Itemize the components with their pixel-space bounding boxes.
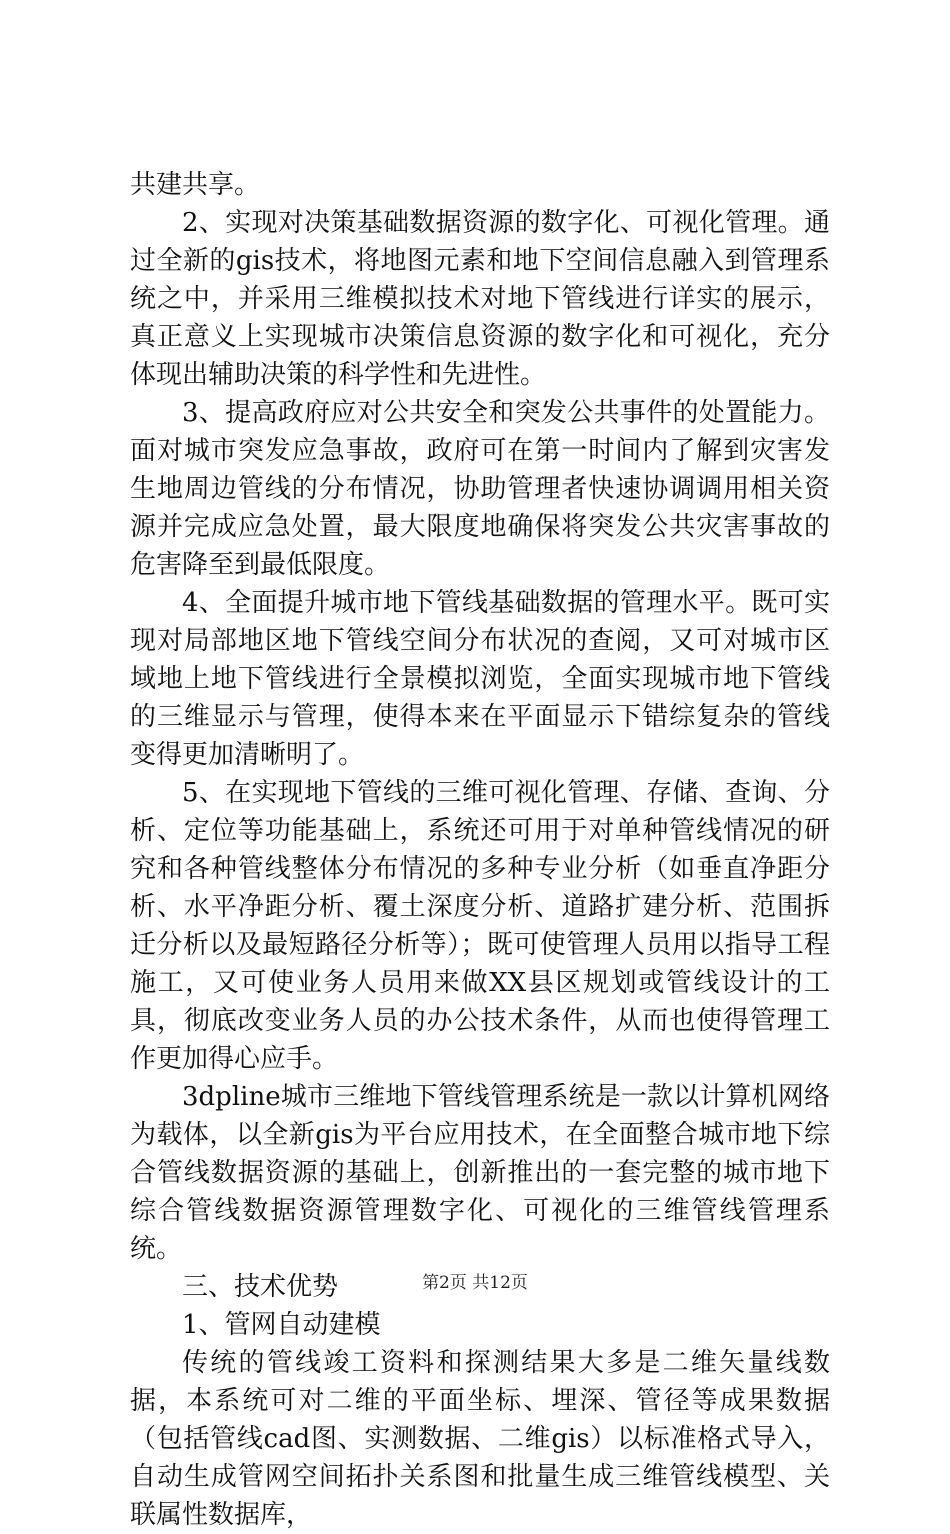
paragraph-item-3: 3、提高政府应对公共安全和突发公共事件的处置能力。面对城市突发应急事故，政府可在第一时间内了解到灾害发生地周边管线的分布情况，协助管理者快速协调调用相关资源并完成应急处置，最大限度地确保将突发公共灾害事故的危害降至到最低限度。: [130, 398, 830, 580]
paragraph-continuation: 共建共享。: [130, 170, 261, 200]
page-number-footer: 第2页 共12页: [422, 1273, 528, 1293]
paragraph-auto-modeling: 传统的管线竣工资料和探测结果大多是二维矢量线数据，本系统可对二维的平面坐标、埋深、管径等成果数据（包括管线cad图、实测数据、二维gis）以标准格式导入，自动生成管网空间拓扑关系图和批量生成三维管线模型、关联属性数据库，: [130, 1348, 830, 1530]
paragraph-system-intro: 3dpline城市三维地下管线管理系统是一款以计算机网络为载体，以全新gis为平台应用技术，在全面整合城市地下综合管线数据资源的基础上，创新推出的一套完整的城市地下综合管线数据资源管理数字化、可视化的三维管线管理系统。: [130, 1082, 830, 1264]
paragraph-item-5: 5、在实现地下管线的三维可视化管理、存储、查询、分析、定位等功能基础上，系统还可用于对单种管线情况的研究和各种管线整体分布情况的多种专业分析（如垂直净距分析、水平净距分析、覆土深度分析、道路扩建分析、范围拆迁分析以及最短路径分析等）；既可使管理人员用以指导工程施工，又可使业务人员用来做XX县区规划或管线设计的工具，彻底改变业务人员的办公技术条件，从而也使得管理工作更加得心应手。: [130, 778, 830, 1074]
document-body: [130, 166, 830, 1534]
subheading-auto-modeling: 1、管网自动建模: [182, 1310, 381, 1340]
paragraph-item-2: 2、实现对决策基础数据资源的数字化、可视化管理。通过全新的gis技术，将地图元素和地下空间信息融入到管理系统之中，并采用三维模拟技术对地下管线进行详实的展示，真正意义上实现城市决策信息资源的数字化和可视化，充分体现出辅助决策的科学性和先进性。: [130, 208, 830, 390]
paragraph-item-4: 4、全面提升城市地下管线基础数据的管理水平。既可实现对局部地区地下管线空间分布状况的查阅，又可对城市区域地上地下管线进行全景模拟浏览，全面实现城市地下管线的三维显示与管理，使得本来在平面显示下错综复杂的管线变得更加清晰明了。: [130, 588, 830, 770]
section-heading-tech-advantages: 三、技术优势: [182, 1272, 339, 1302]
